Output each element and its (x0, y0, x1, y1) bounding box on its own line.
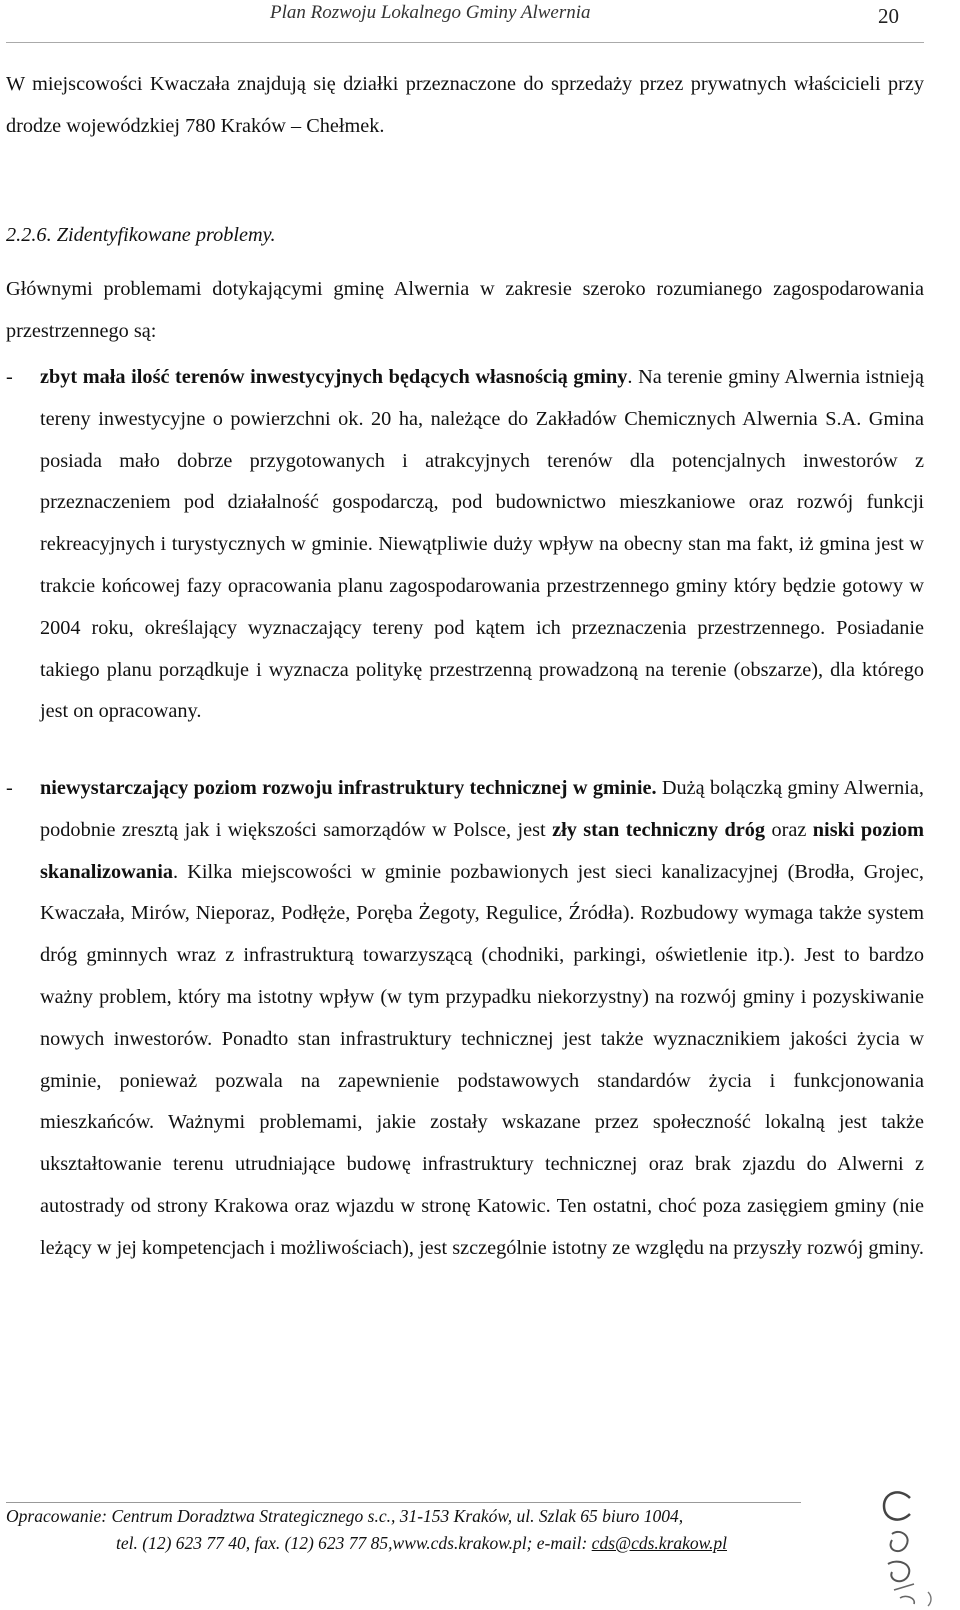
document-title: Plan Rozwoju Lokalnego Gminy Alwernia (270, 2, 591, 23)
bullet-dash: - (6, 366, 13, 388)
bullet-text: oraz (765, 818, 813, 841)
bullet-content (40, 357, 924, 733)
bullet-text: . Kilka miejscowości w gminie pozbawionych jest sieci kanalizacyjnej (Brodła, Grojec, Kwaczała, Mirów, Nieporaz, Podłęże, Poręba Żegoty, Regulice, Źródła). Rozbudowy wymaga także system dróg gminnych wraz z infrastrukturą towarzyszącą (chodniki, parkingi, oświetlenie itp.). Jest to bardzo ważny problem, który ma istotny wpływ (w tym przypadku niekorzystny) na rozwój gminy i pozyskiwanie nowych inwestorów. Ponadto stan infrastruktury technicznej jest także wyznacznikiem jakości życia w gminie, ponieważ pozwala na zapewnienie podstawowych standardów życia i funkcjonowania mieszkańców. Ważnymi problemami, jakie zostały wskazane przez społeczność lokalną jest także ukształtowanie terenu utrudniające budowę infrastruktury technicznej oraz brak zjazdu do Alwerni z autostrady od strony Krakowa oraz wjazdu w stronę Katowic. Ten ostatni, choć poza zasięgiem gminy (nie leżący w jej kompetencjach i możliwościach), jest szczególnie istotny ze względu na przyszły rozwój gminy. (40, 860, 924, 1259)
footer-divider (6, 1502, 801, 1503)
header-divider (6, 42, 924, 43)
paragraph-kwaczala: W miejscowości Kwaczała znajdują się działki przeznaczone do sprzedaży przez prywatnych właścicieli przy drodze wojewódzkiej 780 Kraków – Chełmek. (6, 73, 924, 137)
paragraph-problems-intro: Głównymi problemami dotykającymi gminę Alwernia w zakresie szeroko rozumianego zagospodarowania przestrzennego są: (6, 278, 924, 342)
bullet-dash: - (6, 777, 13, 799)
bullet-bold-roads: zły stan techniczny dróg (552, 818, 766, 841)
bullet-item-infrastructure (6, 768, 924, 1270)
bullet-item-investment-land (6, 357, 924, 733)
cds-logo-icon (870, 1480, 940, 1608)
bullet-content (40, 768, 924, 1270)
bullet-bold-text: zbyt mała ilość terenów inwestycyjnych będących własnością gminy (40, 366, 628, 388)
footer-address: Opracowanie: Centrum Doradztwa Strategicznego s.c., 31-153 Kraków, ul. Szlak 65 biuro 1004, (6, 1506, 684, 1526)
page-number: 20 (878, 4, 899, 28)
section-heading: 2.2.6. Zidentyfikowane problemy. (6, 224, 276, 246)
bullet-bold-text: niewystarczający poziom rozwoju infrastruktury technicznej w gminie. (40, 777, 657, 799)
bullet-bold-sewerage: niski poziom skanalizowania (40, 818, 924, 883)
footer-contact (116, 1533, 727, 1554)
footer-phone-web: tel. (12) 623 77 40, fax. (12) 623 77 85,www.cds.krakow.pl; e-mail: (116, 1533, 592, 1553)
bullet-text: Dużą bolączką gminy Alwernia, podobnie zresztą jak i większości samorządów w Polsce, jest (40, 777, 924, 841)
page-footer (0, 1478, 960, 1610)
page-header (0, 0, 960, 46)
bullet-text: . Na terenie gminy Alwernia istnieją tereny inwestycyjne o powierzchni ok. 20 ha, należące do Zakładów Chemicznych Alwernia S.A. Gmina posiada mało dobrze przygotowanych i atrakcyjnych terenów dla potencjalnych inwestorów z przeznaczeniem pod działalność gospodarczą, pod budownictwo mieszkaniowe oraz rozwój funkcji rekreacyjnych i turystycznych w gminie. Niewątpliwie duży wpływ na obecny stan ma fakt, iż gmina jest w trakcie końcowej fazy opracowania planu zagospodarowania przestrzennego gminy który będzie gotowy w 2004 roku, określający wyznaczający tereny pod kątem ich przeznaczenia przestrzennego. Posiadanie takiego planu porządkuje i wyznacza politykę przestrzenną prowadzoną na terenie (obszarze), dla którego jest on opracowany. (40, 366, 924, 723)
footer-email-link[interactable]: cds@cds.krakow.pl (591, 1533, 728, 1553)
